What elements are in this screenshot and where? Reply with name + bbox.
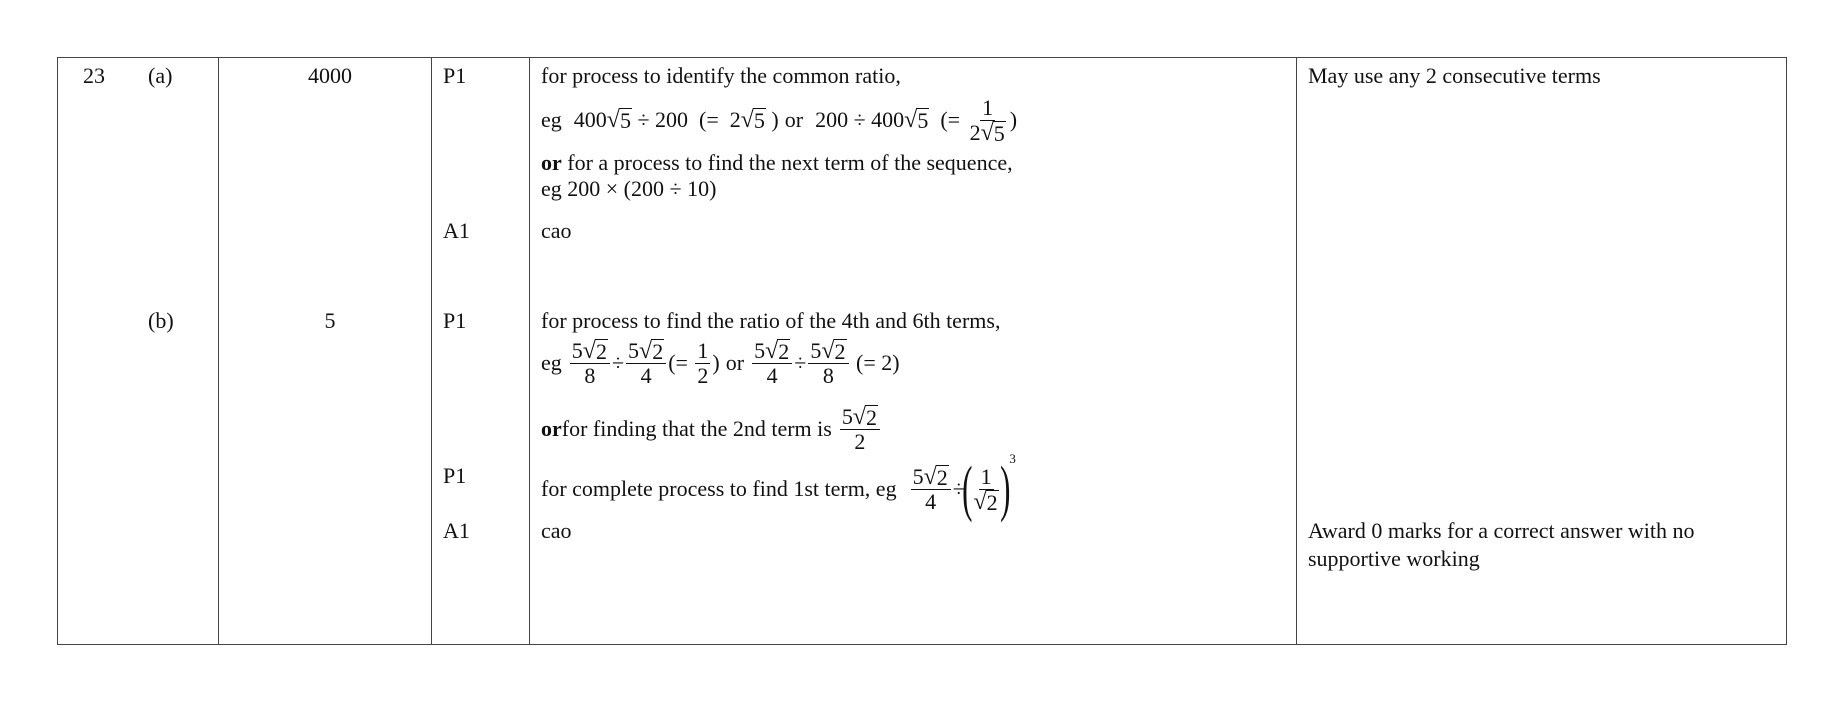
answer-b: 5 [324, 308, 336, 333]
mark-scheme-table [57, 57, 1787, 645]
part-label-b: (b) [148, 308, 174, 333]
answer-a: 4000 [308, 63, 352, 88]
part-label-a: (a) [148, 63, 173, 88]
mark-code: P1 [443, 463, 467, 488]
guidance-text: for process to find the ratio of the 4th and 6th terms, [541, 308, 1001, 333]
column-divider [529, 58, 530, 644]
guidance-math: for complete process to find 1st term, eg 5 √ 2 4 ÷ ( 1 √ 2 ) 3 [541, 451, 1016, 523]
column-divider [218, 58, 219, 644]
guidance-text: or for a process to find the next term of the sequence, [541, 150, 1013, 175]
guidance-text: for process to identify the common ratio, [541, 63, 901, 88]
guidance-text: eg 200 × (200 ÷ 10) [541, 176, 717, 201]
mark-code: P1 [443, 63, 467, 88]
additional-guidance: Award 0 marks for a correct answer with no [1308, 518, 1695, 543]
mark-code: A1 [443, 218, 470, 243]
column-divider [1296, 58, 1297, 644]
guidance-text: cao [541, 518, 572, 543]
guidance-math: eg 5 √ 2 8 ÷ 5 √ 2 4 (= $\frac{1}{2}$ ) or 5 √ 2 4 ÷ 5 √ 2 8 (= 2) [541, 337, 900, 388]
mark-code: P1 [443, 308, 467, 333]
question-number: 23 [83, 63, 105, 88]
column-divider [431, 58, 432, 644]
guidance-math: eg 400 √ 5 ÷ 200 (= 2 √ 5 ) or 200 ÷ 400 √ 5 (= 1 2 √ 5 ) [541, 94, 1018, 146]
mark-code: A1 [443, 518, 470, 543]
additional-guidance: supportive working [1308, 546, 1480, 571]
additional-guidance: May use any 2 consecutive terms [1308, 63, 1601, 88]
guidance-math: or for finding that the 2nd term is 5 √ 2 2 [541, 403, 882, 455]
guidance-text: cao [541, 218, 572, 243]
